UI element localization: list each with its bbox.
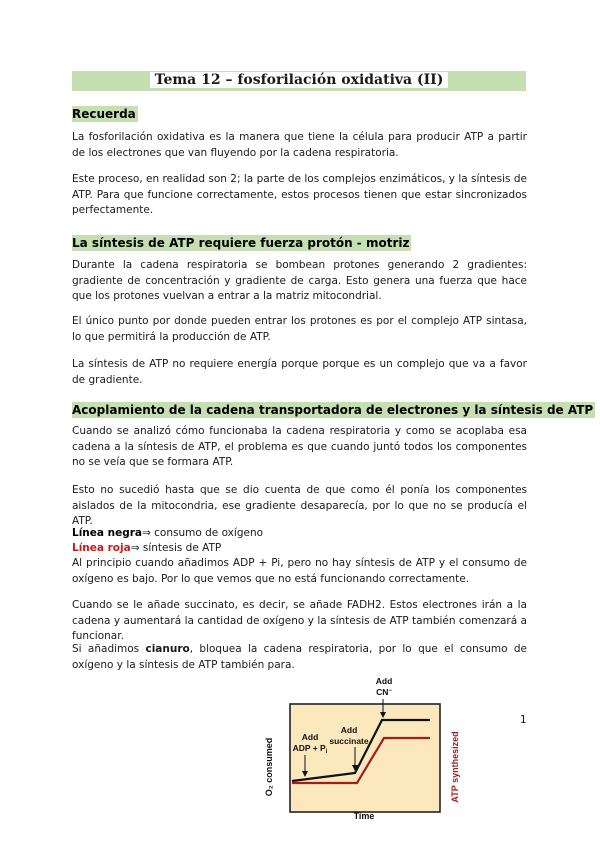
paragraph: Cuando se analizó cómo funcionaba la cadena respiratoria y como se acoplaba esa cadena a la síntesis de ATP, el problema es que cuando juntó todos los componentes no se veía que se formara ATP. [72, 425, 527, 468]
svg-text:Add: Add [340, 725, 358, 735]
paragraph-cianuro: Si añadimos cianuro, bloquea la cadena respiratoria, por lo que el consumo de oxígeno y la síntesis de ATP también para. [72, 643, 527, 671]
svg-text:Add: Add [301, 732, 319, 742]
oxphos-figure [262, 672, 472, 828]
paragraph: Este proceso, en realidad son 2; la parte de los complejos enzimáticos, y la síntesis de ATP. Para que funcione correctamente, estos procesos tienen que estar sincronizados perfectamente. [72, 173, 527, 216]
y-axis-label-atp: ATP synthesized [450, 731, 460, 803]
svg-text:ADP + Pi: ADP + $P_i$ [292, 743, 328, 755]
section-heading-acoplamiento: Acoplamiento de la cadena transportadora de electrones y la síntesis de ATP [72, 403, 594, 417]
paragraph: El único punto por donde pueden entrar los protones es por el complejo ATP sintasa, lo que permitirá la producción de ATP. [72, 315, 527, 343]
page-number: 1 [520, 714, 527, 726]
legend-black-line [72, 526, 527, 542]
paragraph: Esto no sucedió hasta que se dio cuenta de que como él ponía los componentes aislados de la mitocondria, ese gradiente desaparecía, por lo que no se producía el ATP. [72, 484, 527, 527]
paragraph: Durante la cadena respiratoria se bombean protones generando 2 gradientes: gradiente de concentración y gradiente de carga. Esto genera una fuerza que hace que los protones vuelvan a entrar a la matriz mitocondrial. [72, 259, 527, 302]
svg-text:CN−: CN− [376, 687, 392, 697]
legend-black-label: Línea negra [72, 527, 143, 539]
section-heading-fuerza-proton: La síntesis de ATP requiere fuerza protón - motriz [72, 236, 410, 250]
legend-red-label: Línea roja [72, 542, 131, 554]
legend-red-line [72, 541, 527, 557]
svg-text:succinate: succinate [329, 736, 369, 746]
y-axis-label-o2: O₂ consumed [264, 737, 274, 797]
paragraph: Al principio cuando añadimos ADP + Pi, pero no hay síntesis de ATP y el consumo de oxígeno es bajo. Por lo que vemos que no está funcionando correctamente. [72, 557, 527, 585]
paragraph: La síntesis de ATP no requiere energía porque porque es un complejo que va a favor de gradiente. [72, 358, 527, 386]
svg-text:Add: Add [375, 676, 393, 686]
paragraph: Cuando se le añade succinato, es decir, se añade FADH2. Estos electrones irán a la cadena y aumentará la cantidad de oxígeno y la síntesis de ATP también comenzará a funcionar. [72, 599, 527, 642]
cianuro-bold: cianuro [145, 643, 190, 655]
legend-black-text: ⇒ consumo de oxígeno [142, 527, 264, 539]
paragraph: La fosforilación oxidativa es la manera que tiene la célula para producir ATP a partir de los electrones que van fluyendo por la cadena respiratoria. [72, 131, 527, 159]
x-axis-label-time: Time [353, 811, 375, 821]
title-bar [72, 71, 526, 91]
section-heading-recuerda: Recuerda [72, 107, 136, 121]
legend-red-text: ⇒ síntesis de ATP [130, 542, 222, 554]
page-title: Tema 12 – fosforilación oxidativa (II) [72, 72, 526, 88]
